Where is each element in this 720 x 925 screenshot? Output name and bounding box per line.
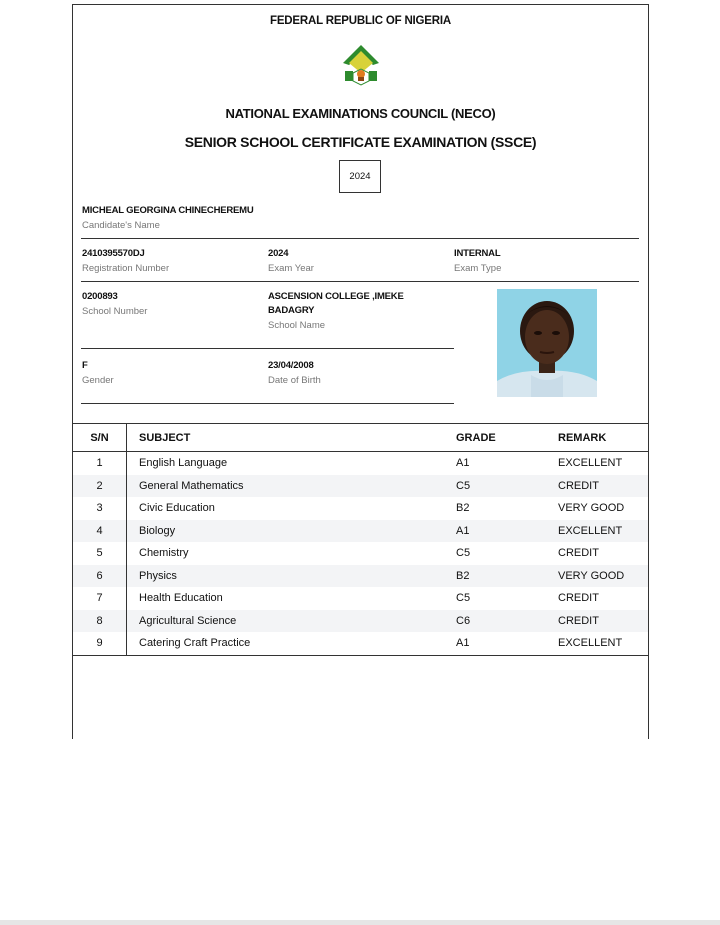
results-table — [73, 423, 648, 656]
table-row — [73, 542, 648, 565]
row-subject: Biology — [127, 520, 457, 543]
row-subject: Physics — [127, 565, 457, 588]
table-row — [73, 520, 648, 543]
row-remark: CREDIT — [558, 610, 648, 633]
table-row — [73, 452, 648, 475]
table-row — [73, 475, 648, 498]
divider — [81, 281, 639, 282]
result-sheet — [72, 4, 649, 739]
date-of-birth-label: Date of Birth — [268, 375, 321, 386]
table-row — [73, 497, 648, 520]
row-subject: Health Education — [139, 592, 223, 605]
exam-type: INTERNAL — [454, 248, 501, 259]
row-subject: General Mathematics — [127, 475, 457, 498]
table-row — [73, 565, 648, 588]
candidate-name-label: Candidate's Name — [82, 220, 160, 231]
row-remark: EXCELLENT — [558, 637, 623, 650]
gender-label: Gender — [82, 375, 114, 386]
remark-header: REMARK — [558, 424, 648, 452]
row-grade: C5 — [456, 592, 471, 605]
table-row — [73, 610, 648, 633]
row-remark: VERY GOOD — [558, 565, 648, 588]
date-of-birth: 23/04/2008 — [268, 360, 314, 371]
row-subject: Agricultural Science — [127, 610, 457, 633]
candidate-photo — [497, 289, 597, 397]
row-sn: 2 — [73, 475, 127, 498]
row-remark: EXCELLENT — [558, 457, 623, 470]
row-remark: VERY GOOD — [558, 502, 625, 515]
school-number: 0200893 — [82, 291, 118, 302]
registration-number: 2410395570DJ — [82, 248, 145, 259]
grade-header: GRADE — [456, 424, 558, 452]
row-remark: CREDIT — [558, 547, 599, 560]
row-subject: Chemistry — [139, 547, 189, 560]
row-remark: EXCELLENT — [558, 520, 648, 543]
exam-title: SENIOR SCHOOL CERTIFICATE EXAMINATION (SSCE) — [184, 134, 537, 150]
row-sn: 1 — [73, 452, 127, 475]
divider — [81, 238, 639, 239]
row-subject: Civic Education — [139, 502, 215, 515]
subject-header: SUBJECT — [127, 424, 457, 452]
row-remark: CREDIT — [558, 475, 648, 498]
row-grade: A1 — [456, 520, 558, 543]
row-subject: English Language — [139, 457, 228, 470]
school-name-line1: ASCENSION COLLEGE ,IMEKE — [268, 291, 404, 302]
row-grade: A1 — [456, 637, 470, 650]
row-remark: CREDIT — [558, 592, 599, 605]
table-row — [73, 587, 648, 610]
row-grade: C5 — [456, 475, 558, 498]
gender: F — [82, 360, 88, 371]
neco-crest-logo — [339, 43, 383, 87]
divider — [81, 403, 454, 404]
row-grade: C6 — [456, 610, 558, 633]
exam-year: 2024 — [268, 248, 289, 259]
row-sn: 9 — [73, 632, 127, 655]
row-grade: C5 — [456, 547, 471, 560]
row-sn: 4 — [73, 520, 127, 543]
council-title: NATIONAL EXAMINATIONS COUNCIL (NECO) — [225, 106, 496, 121]
school-number-label: School Number — [82, 306, 148, 317]
row-grade: B2 — [456, 565, 558, 588]
row-sn: 3 — [73, 497, 127, 520]
school-name-line2: BADAGRY — [268, 305, 315, 316]
sn-header: S/N — [73, 424, 127, 452]
candidate-name: MICHEAL GEORGINA CHINECHEREMU — [82, 205, 254, 216]
divider — [81, 348, 454, 349]
exam-type-label: Exam Type — [454, 263, 502, 274]
row-sn: 8 — [73, 610, 127, 633]
registration-number-label: Registration Number — [82, 263, 170, 274]
row-grade: A1 — [456, 457, 470, 470]
table-header-row — [73, 424, 648, 452]
row-sn: 5 — [73, 542, 127, 565]
page-bottom-edge — [0, 920, 720, 925]
exam-year-label: Exam Year — [268, 263, 314, 274]
school-name-label: School Name — [268, 320, 326, 331]
row-sn: 7 — [73, 587, 127, 610]
country-title: FEDERAL REPUBLIC OF NIGERIA — [270, 15, 451, 27]
exam-year-box: 2024 — [339, 160, 381, 193]
row-grade: B2 — [456, 502, 470, 515]
table-row — [73, 632, 648, 655]
row-subject: Catering Craft Practice — [139, 637, 251, 650]
row-sn: 6 — [73, 565, 127, 588]
